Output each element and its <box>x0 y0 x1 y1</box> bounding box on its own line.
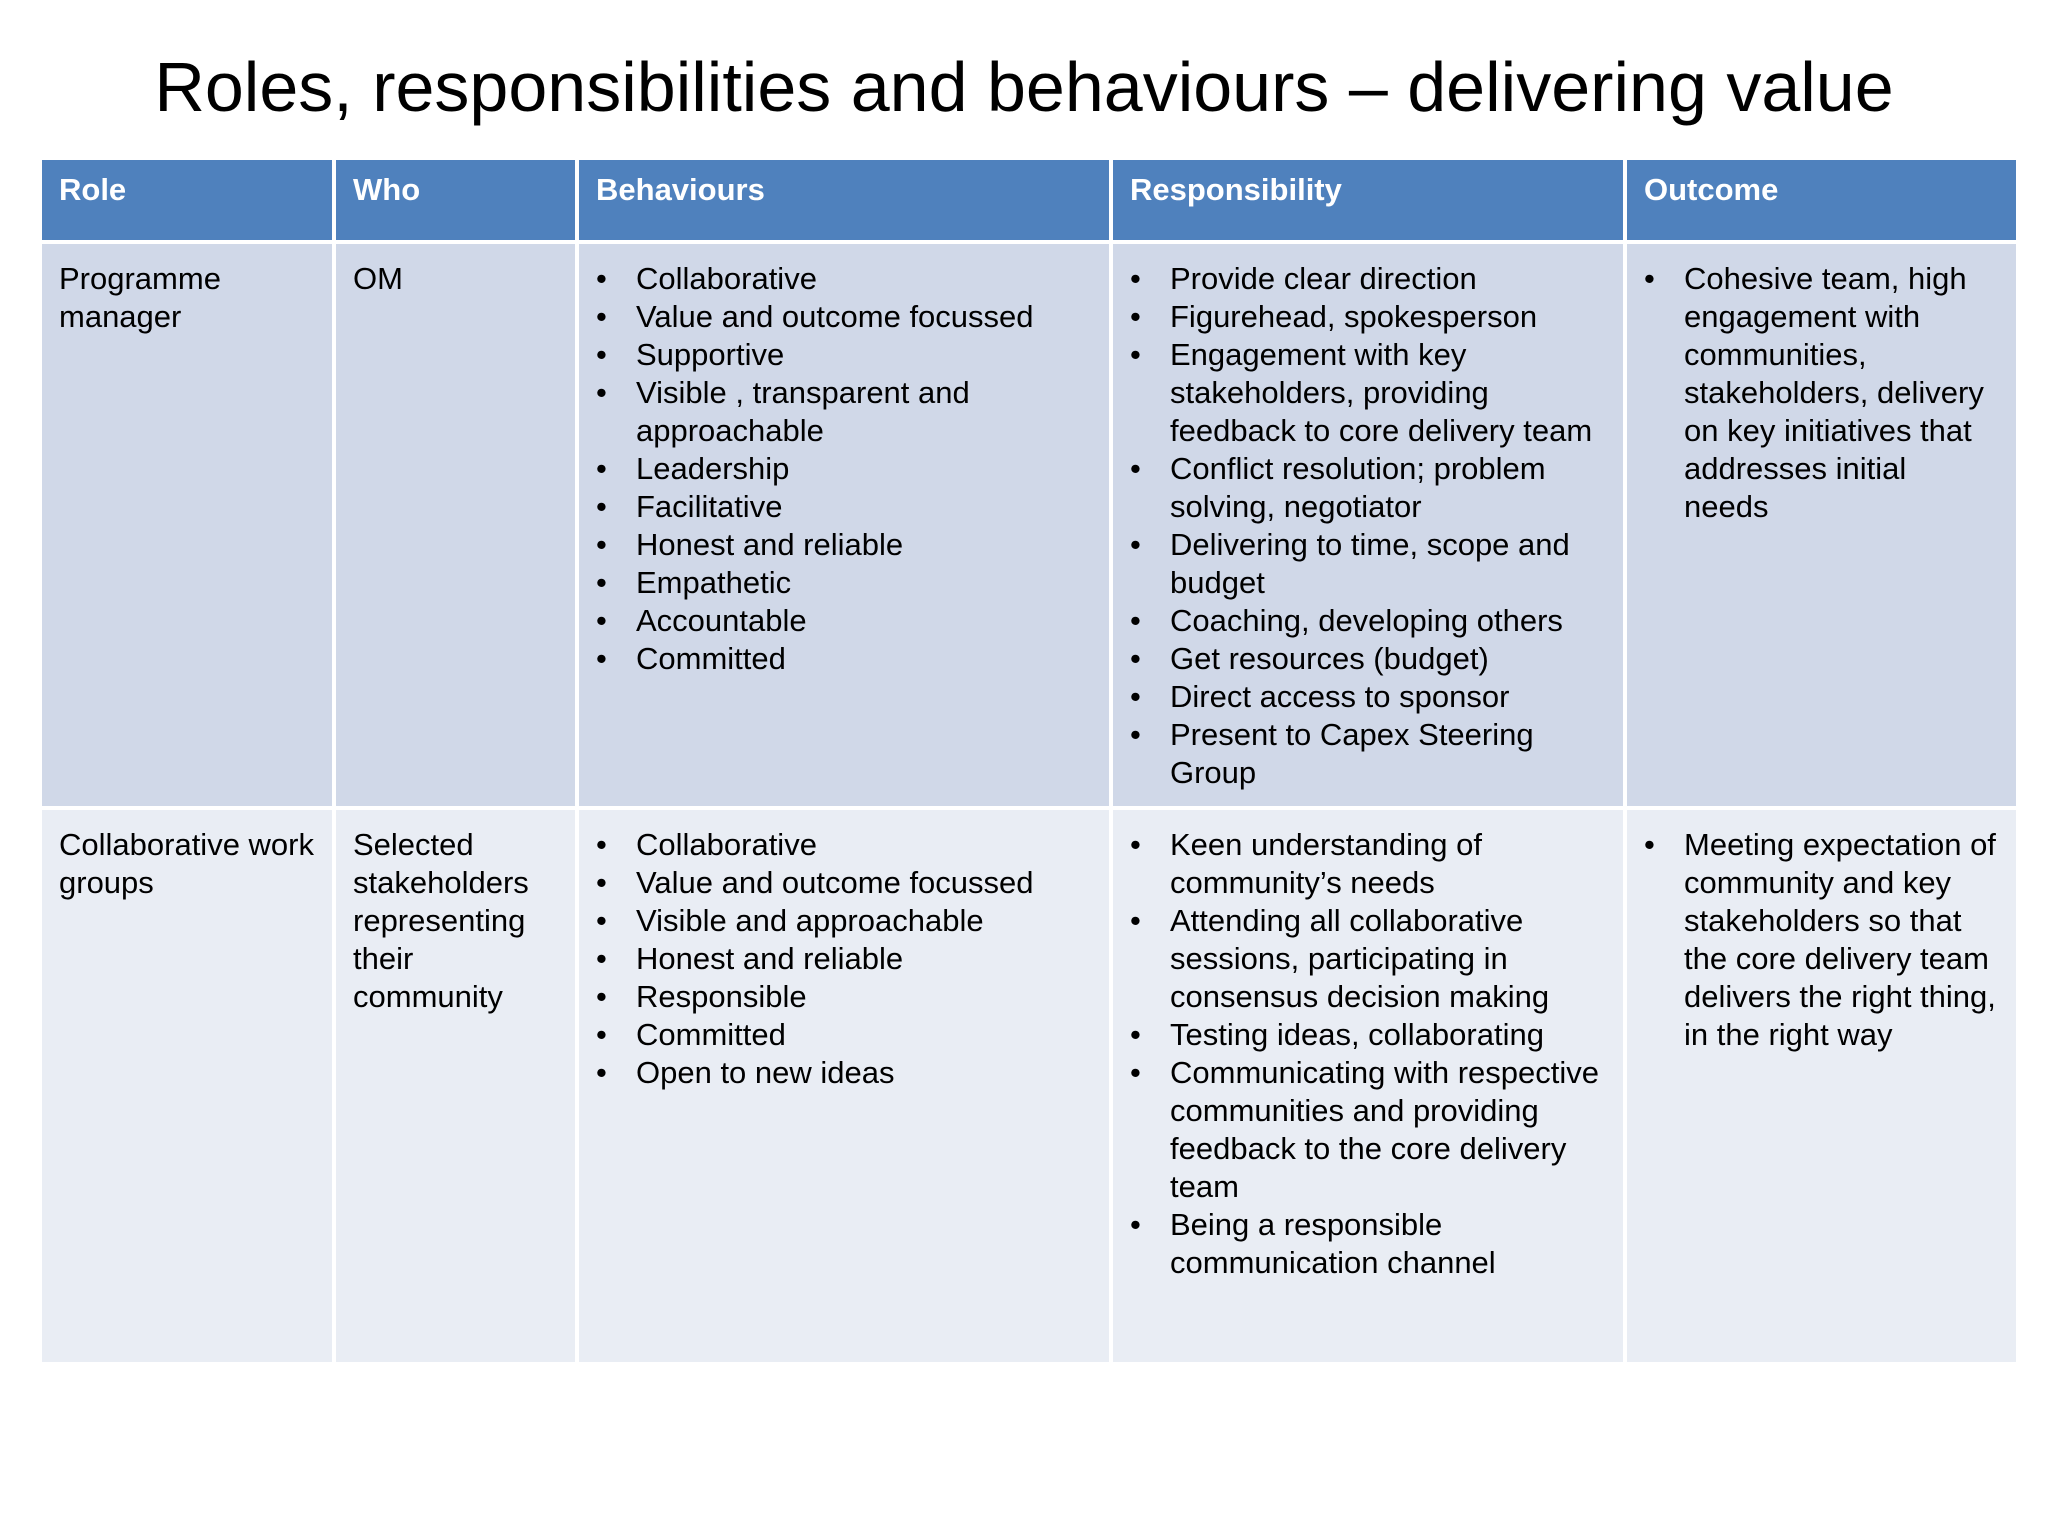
list-item: • Visible , transparent and approachable <box>596 374 1092 450</box>
outcome-cell <box>1625 808 2018 1364</box>
role-cell: Collaborative work groups <box>40 808 334 1364</box>
responsibility-list <box>1130 260 1606 792</box>
list-item: • Direct access to sponsor <box>1130 678 1606 716</box>
list-item: • Accountable <box>596 602 1092 640</box>
list-item: • Responsible <box>596 978 1092 1016</box>
list-item: • Empathetic <box>596 564 1092 602</box>
list-item: • Communicating with respective communities and providing feedback to the core delivery team <box>1130 1054 1606 1206</box>
list-item: • Meeting expectation of community and key stakeholders so that the core delivery team delivers the right thing, in the right way <box>1644 826 1999 1054</box>
list-item: • Testing ideas, collaborating <box>1130 1016 1606 1054</box>
list-item: • Value and outcome focussed <box>596 298 1092 336</box>
table-row <box>40 808 2018 1364</box>
list-item: • Coaching, developing others <box>1130 602 1606 640</box>
behaviours-list <box>596 260 1092 678</box>
responsibility-cell <box>1111 808 1625 1364</box>
roles-table <box>38 156 2020 1366</box>
role-cell: Programme manager <box>40 242 334 808</box>
list-item: • Facilitative <box>596 488 1092 526</box>
behaviours-list <box>596 826 1092 1092</box>
behaviours-cell <box>577 808 1111 1364</box>
who-cell: OM <box>334 242 577 808</box>
header-behaviours: Behaviours <box>577 158 1111 242</box>
outcome-cell <box>1625 242 2018 808</box>
list-item: • Collaborative <box>596 826 1092 864</box>
list-item: • Committed <box>596 640 1092 678</box>
table-header-row <box>40 158 2018 242</box>
list-item: • Figurehead, spokesperson <box>1130 298 1606 336</box>
header-responsibility: Responsibility <box>1111 158 1625 242</box>
list-item: • Honest and reliable <box>596 940 1092 978</box>
list-item: • Being a responsible communication channel <box>1130 1206 1606 1282</box>
responsibility-list <box>1130 826 1606 1282</box>
header-role: Role <box>40 158 334 242</box>
list-item: • Engagement with key stakeholders, providing feedback to core delivery team <box>1130 336 1606 450</box>
list-item: • Honest and reliable <box>596 526 1092 564</box>
list-item: • Value and outcome focussed <box>596 864 1092 902</box>
slide-title: Roles, responsibilities and behaviours – delivering value <box>154 48 1894 126</box>
list-item: • Provide clear direction <box>1130 260 1606 298</box>
list-item: • Visible and approachable <box>596 902 1092 940</box>
list-item: • Committed <box>596 1016 1092 1054</box>
list-item: • Attending all collaborative sessions, participating in consensus decision making <box>1130 902 1606 1016</box>
list-item: • Present to Capex Steering Group <box>1130 716 1606 792</box>
behaviours-cell <box>577 242 1111 808</box>
list-item: • Delivering to time, scope and budget <box>1130 526 1606 602</box>
responsibility-cell <box>1111 242 1625 808</box>
header-outcome: Outcome <box>1625 158 2018 242</box>
who-cell: Selected stakeholders representing their community <box>334 808 577 1364</box>
list-item: • Get resources (budget) <box>1130 640 1606 678</box>
outcome-list <box>1644 826 1999 1054</box>
list-item: • Open to new ideas <box>596 1054 1092 1092</box>
list-item: • Collaborative <box>596 260 1092 298</box>
header-who: Who <box>334 158 577 242</box>
list-item: • Cohesive team, high engagement with communities, stakeholders, delivery on key initiatives that addresses initial needs <box>1644 260 1999 526</box>
list-item: • Conflict resolution; problem solving, negotiator <box>1130 450 1606 526</box>
list-item: • Leadership <box>596 450 1092 488</box>
list-item: • Supportive <box>596 336 1092 374</box>
list-item: • Keen understanding of community’s needs <box>1130 826 1606 902</box>
outcome-list <box>1644 260 1999 526</box>
table-row <box>40 242 2018 808</box>
